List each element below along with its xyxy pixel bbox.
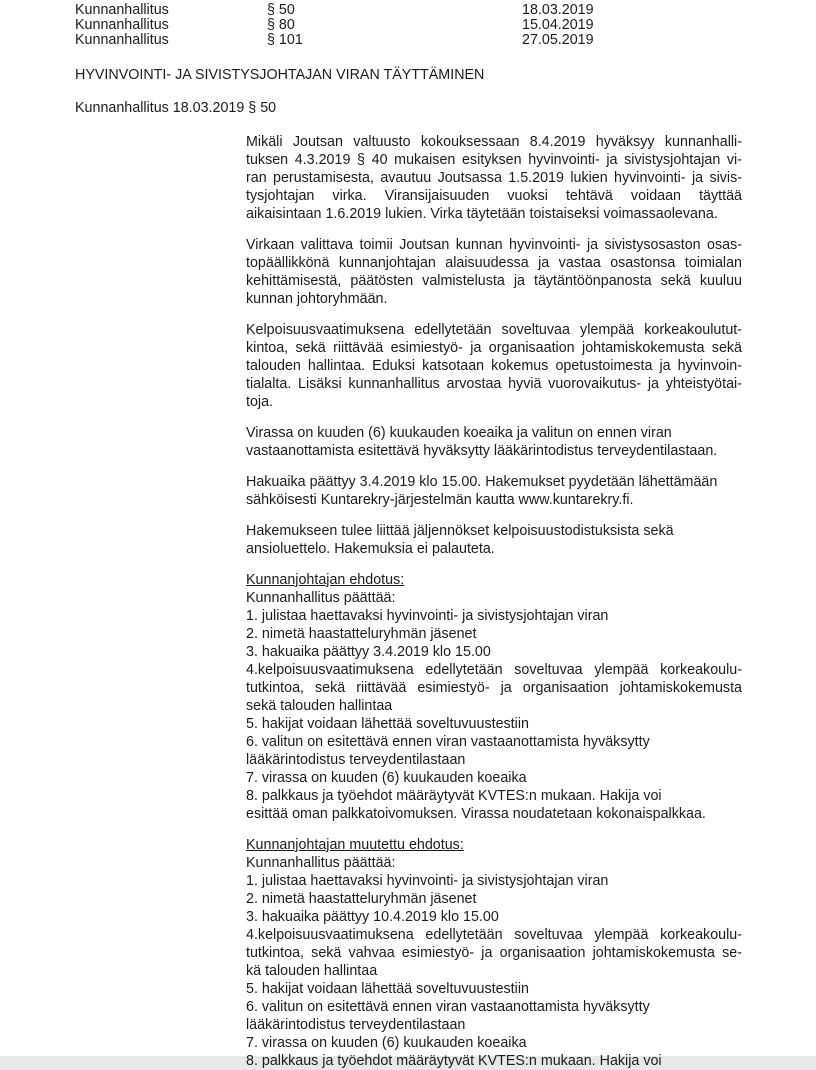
section-title: Kunnanjohtajan ehdotus: [246, 572, 405, 588]
decision-item-line: lääkärintodistus terveydentilastaan [246, 1017, 466, 1033]
decision-item-line: 7. virassa on kuuden (6) kuukauden koeaika [246, 1035, 527, 1051]
text-line: tuksen 4.3.2019 § 40 mukaisen esityksen hyvinvointi- ja sivistysjohtajan vi- [246, 152, 742, 168]
paragraph [246, 236, 742, 308]
paragraph [246, 522, 742, 558]
decision-item-line: 1. julistaa haettavaksi hyvinvointi- ja sivistysjohtajan viran [246, 608, 609, 624]
header-section-cell: § 80 [267, 17, 295, 33]
header-org-cell: Kunnanhallitus [75, 32, 169, 48]
document-title: HYVINVOINTI- JA SIVISTYSJOHTAJAN VIRAN TÄYTTÄMINEN [75, 67, 485, 83]
text-line: Virassa on kuuden (6) kuukauden koeaika ja valitun on ennen viran [246, 425, 672, 441]
decision-item-line: 6. valitun on esitettävä ennen viran vastaanottamista hyväksytty [246, 734, 650, 750]
text-line: Hakemukseen tulee liittää jäljennökset kelpoisuustodistuksista sekä [246, 523, 674, 539]
header-date-cell: 15.04.2019 [522, 17, 594, 33]
text-line: ran perustamisesta, avautuu Joutsassa 1.5.2019 lukien hyvinvointi- ja sivis- [246, 170, 742, 186]
decision-item-line: 4.kelpoisuusvaatimuksena edellytetään soveltuvaa ylempää korkeakoulu- [246, 662, 742, 678]
decision-section [246, 571, 742, 823]
header-row [75, 3, 816, 18]
text-line: aikaisintaan 1.6.2019 lukien. Virka täytetään toistaiseksi voimassaolevana. [246, 206, 718, 222]
header-row [75, 18, 816, 33]
text-line: vastaanottamista esitettävä hyväksytty lääkärintodistus terveydentilastaan. [246, 443, 718, 459]
decision-item-line: 8. palkkaus ja työehdot määräytyvät KVTES:n mukaan. Hakija voi [246, 788, 662, 804]
header-org-cell: Kunnanhallitus [75, 17, 169, 33]
decision-item-line: 1. julistaa haettavaksi hyvinvointi- ja sivistysjohtajan viran [246, 873, 609, 889]
header-org-cell: Kunnanhallitus [75, 2, 169, 18]
text-line: Mikäli Joutsan valtuusto kokouksessaan 8.4.2019 hyväksyy kunnanhalli- [246, 134, 742, 150]
paragraph [246, 133, 742, 223]
document-body [246, 133, 742, 1070]
text-line: tialalta. Lisäksi kunnanhallitus arvostaa hyviä vuorovaikutus- ja yhteistyötai- [246, 376, 742, 392]
decision-item-line: 8. palkkaus ja työehdot määräytyvät KVTES:n mukaan. Hakija voi [246, 1053, 662, 1069]
header-date-cell: 27.05.2019 [522, 32, 594, 48]
decision-item-line: tutkintoa, sekä riittävää esimiestyö- ja organisaation johtamiskokemusta [246, 680, 742, 696]
text-line: Virkaan valittava toimii Joutsan kunnan hyvinvointi- ja sivistysosaston osas- [246, 237, 742, 253]
decision-item-line: 2. nimetä haastatteluryhmän jäsenet [246, 891, 477, 907]
paragraph [246, 424, 742, 460]
decision-item-line: 2. nimetä haastatteluryhmän jäsenet [246, 626, 477, 642]
text-line: Hakuaika päättyy 3.4.2019 klo 15.00. Hakemukset pyydetään lähettämään [246, 474, 718, 490]
section-title: Kunnanjohtajan muutettu ehdotus: [246, 837, 464, 853]
text-line: topäällikkönä kunnanjohtajan alaisuudessa ja vastaa osastonsa toimialan [246, 255, 742, 271]
text-line: ansioluettelo. Hakemuksia ei palauteta. [246, 541, 495, 557]
decision-item-line: 3. hakuaika päättyy 10.4.2019 klo 15.00 [246, 909, 499, 925]
text-line: kintoa, sekä riittävää esimiestyö- ja organisaation johtamiskokemusta sekä [246, 340, 742, 356]
text-line: tysjohtajan virka. Viransijaisuuden vuoksi tehtävä voidaan täyttää [246, 188, 742, 204]
decision-item-line: tutkintoa, sekä vahvaa esimiestyö- ja organisaation johtamiskokemusta se- [246, 945, 742, 961]
section-intro: Kunnanhallitus päättää: [246, 590, 396, 606]
decision-item-line: esittää oman palkkatoivomuksen. Virassa noudatetaan kokonaispalkkaa. [246, 806, 706, 822]
decision-item-line: sekä talouden hallintaa [246, 698, 393, 714]
text-line: talouden hallintaa. Eduksi katsotaan kokemus opetustoimesta ja hyvinvoin- [246, 358, 742, 374]
decision-item-line: 5. hakijat voidaan lähettää soveltuvuustestiin [246, 981, 529, 997]
header-date-cell: 18.03.2019 [522, 2, 594, 18]
text-line: kehittämisestä, päätösten valmistelusta ja täytäntöönpanosta sekä kuuluu [246, 273, 742, 289]
text-line: toja. [246, 394, 274, 410]
header-section-cell: § 101 [267, 32, 303, 48]
decision-item-line: 3. hakuaika päättyy 3.4.2019 klo 15.00 [246, 644, 491, 660]
decision-item-line: lääkärintodistus terveydentilastaan [246, 752, 466, 768]
decision-item-line: 5. hakijat voidaan lähettää soveltuvuustestiin [246, 716, 529, 732]
document-reference: Kunnanhallitus 18.03.2019 § 50 [75, 100, 277, 116]
paragraph [246, 321, 742, 411]
header-row [75, 33, 816, 48]
section-intro: Kunnanhallitus päättää: [246, 855, 396, 871]
text-line: sähköisesti Kuntarekry-järjestelmän kautta www.kuntarekry.fi. [246, 492, 634, 508]
decision-item-line: 4.kelpoisuusvaatimuksena edellytetään soveltuvaa ylempää korkeakoulu- [246, 927, 742, 943]
header-section-cell: § 50 [267, 2, 295, 18]
text-line: Kelpoisuusvaatimuksena edellytetään soveltuvaa ylempää korkeakoulutut- [246, 322, 742, 338]
decision-item-line: kä talouden hallintaa [246, 963, 378, 979]
decision-section [246, 836, 742, 1070]
text-line: kunnan johtoryhmään. [246, 291, 388, 307]
header-table [75, 3, 816, 48]
paragraph [246, 473, 742, 509]
decision-item-line: 6. valitun on esitettävä ennen viran vastaanottamista hyväksytty [246, 999, 650, 1015]
decision-item-line: 7. virassa on kuuden (6) kuukauden koeaika [246, 770, 527, 786]
